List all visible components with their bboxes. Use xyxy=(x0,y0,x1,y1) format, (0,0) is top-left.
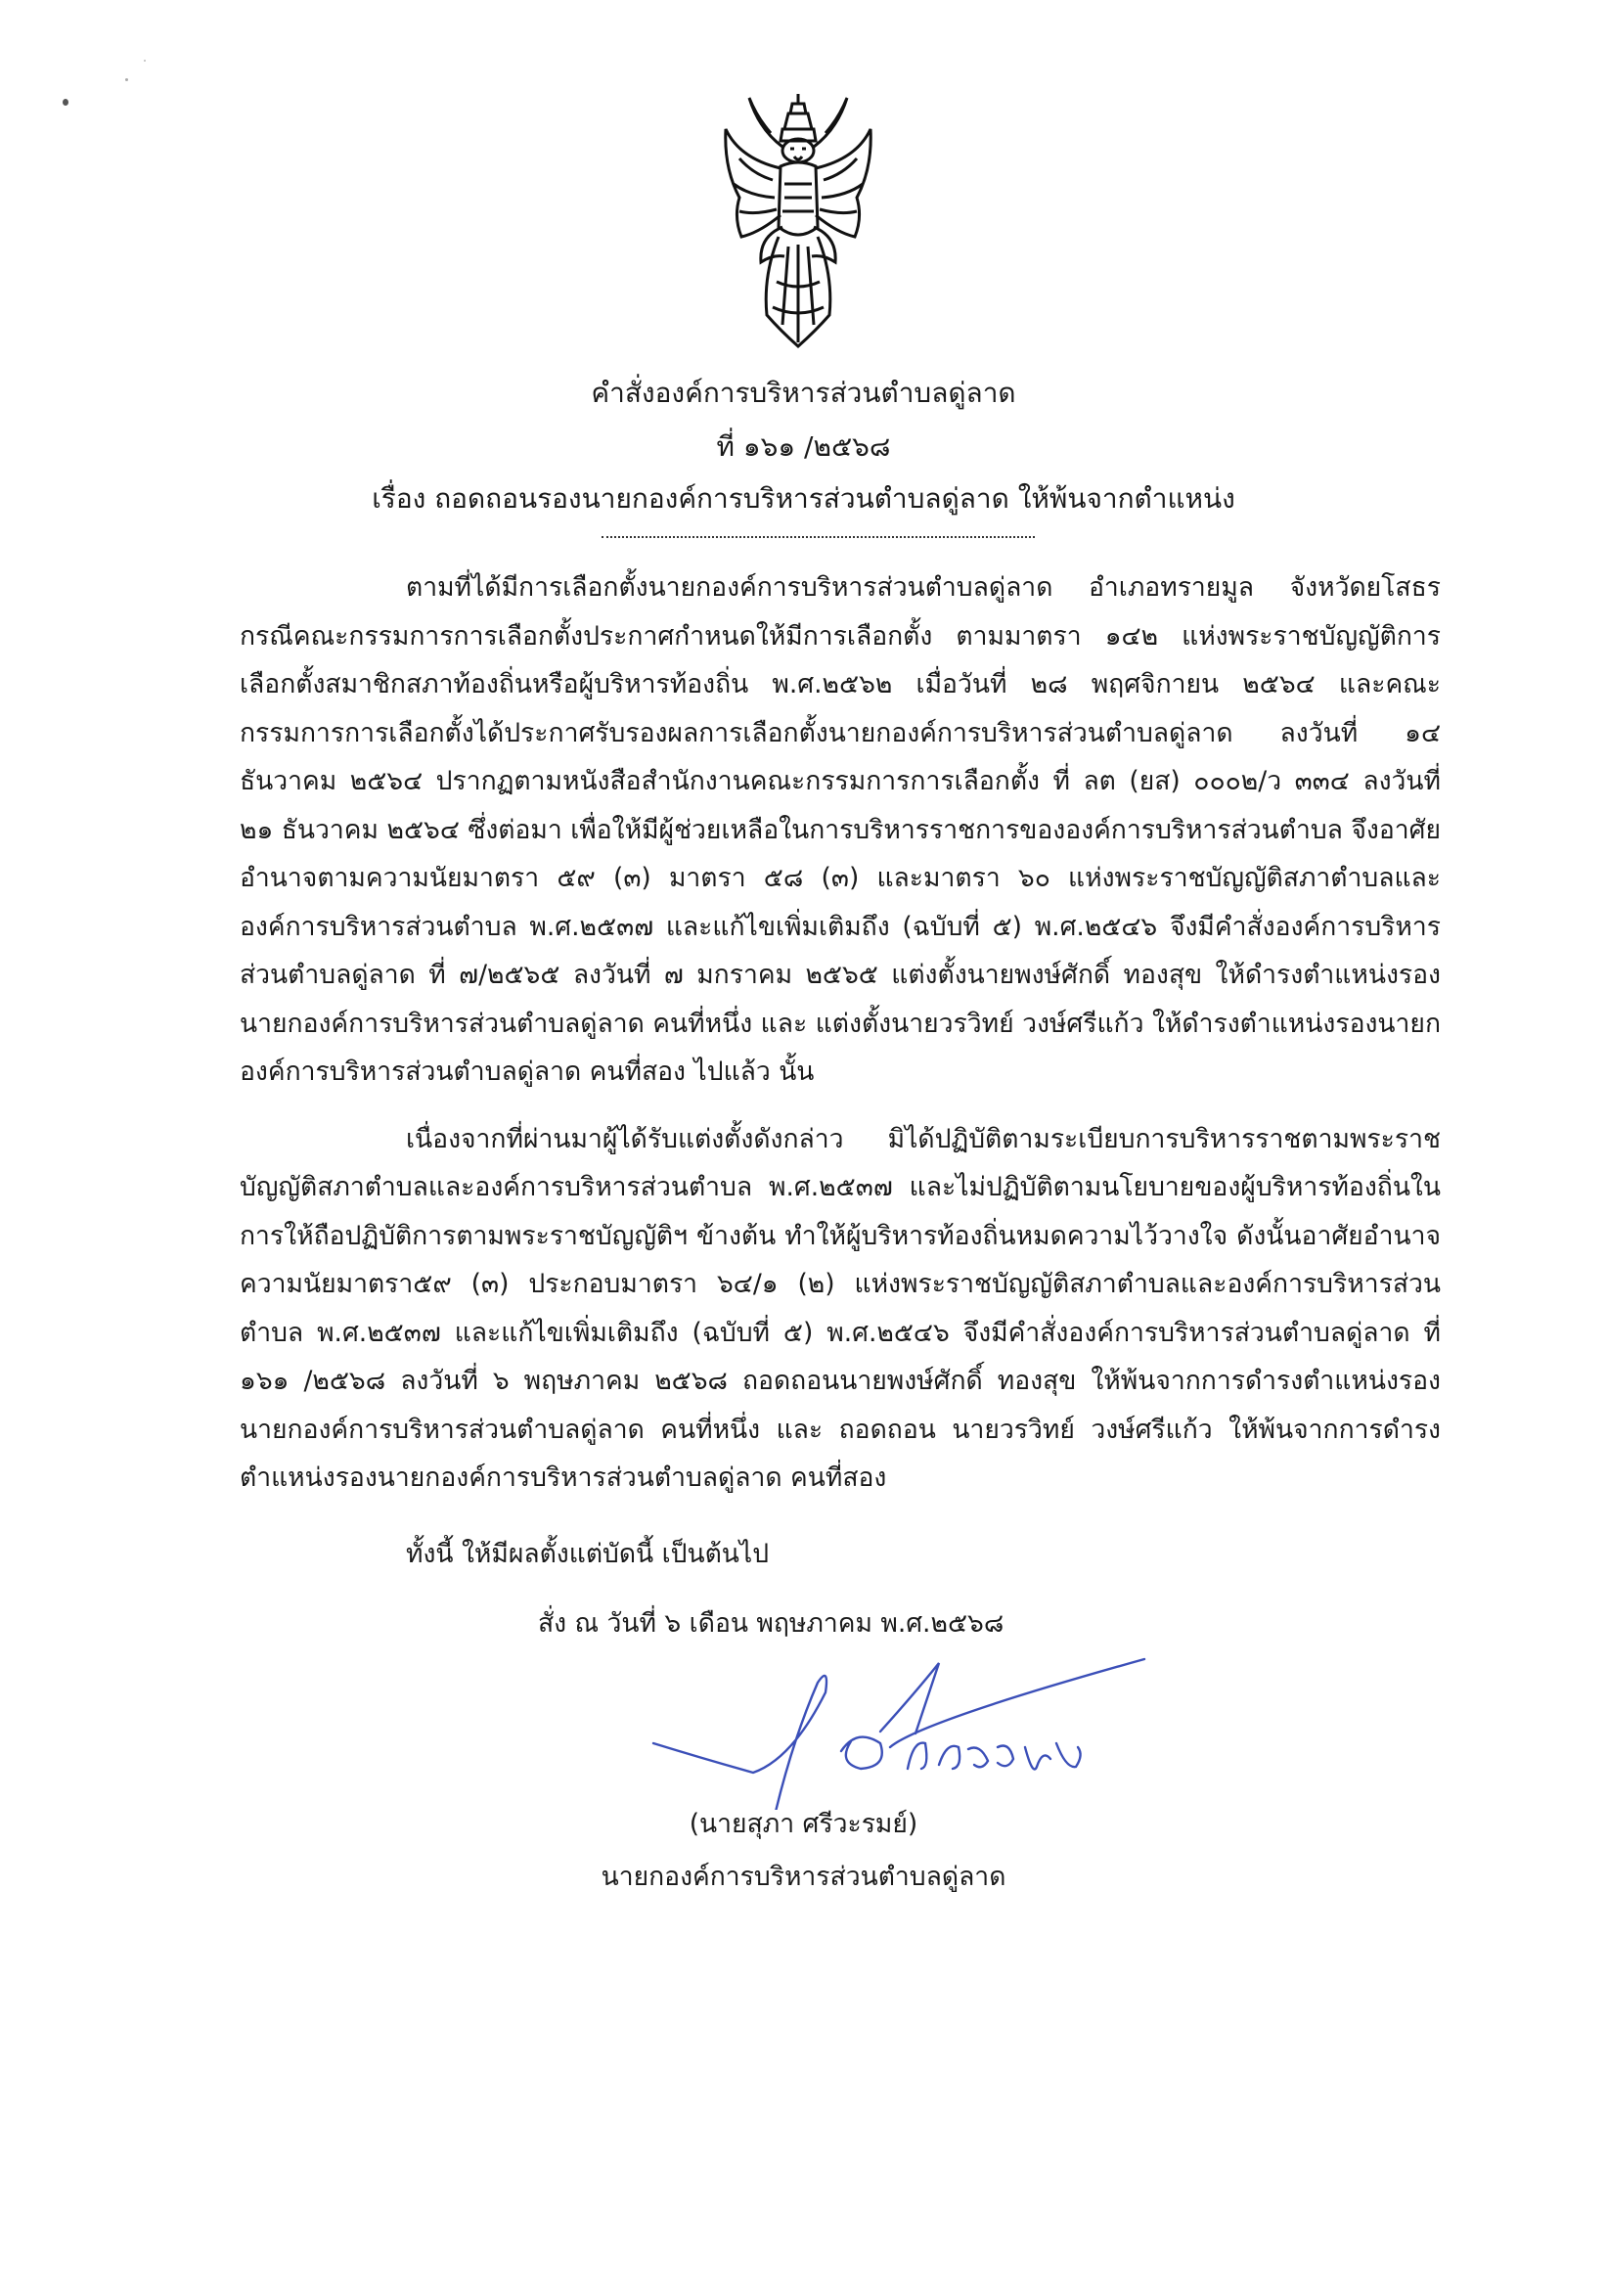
handwritten-signature xyxy=(646,1653,1154,1810)
order-number: ที่ ๑๖๑ /๒๕๖๘ xyxy=(716,430,891,463)
order-subject: เรื่อง ถอดถอนรองนายกองค์การบริหารส่วนตำบลดู่ลาด ให้พ้นจากตำแหน่ง xyxy=(372,482,1235,515)
paragraph-background: ตามที่ได้มีการเลือกตั้งนายกองค์การบริหารส่วนตำบลดู่ลาด อำเภอทรายมูล จังหวัดยโสธร กรณีคณะกรรมการการเลือกตั้งประกาศกำหนดให้มีการเลือกตั้ง ตามมาตรา ๑๔๒ แห่งพระราชบัญญัติการเลือกตั้งสมาชิกสภาท้องถิ่นหรือผู้บริหารท้องถิ่น พ.ศ.๒๕๖๒ เมื่อวันที่ ๒๘ พฤศจิกายน ๒๕๖๔ และคณะกรรมการการเลือกตั้งได้ประกาศรับรองผลการเลือกตั้งนายกองค์การบริหารส่วนตำบลดู่ลาด ลงวันที่ ๑๔ ธันวาคม ๒๕๖๔ ปรากฏตามหนังสือสำนักงานคณะกรรมการการเลือกตั้ง ที่ ลต (ยส) ๐๐๐๒/ว ๓๓๔ ลงวันที่ ๒๑ ธันวาคม ๒๕๖๔ ซึ่งต่อมา เพื่อให้มีผู้ช่วยเหลือในการบริหารราชการขององค์การบริหารส่วนตำบล จึงอาศัยอำนาจตามความนัยมาตรา ๕๙ (๓) มาตรา ๕๘ (๓) และมาตรา ๖๐ แห่งพระราชบัญญัติสภาตำบลและองค์การบริหารส่วนตำบล พ.ศ.๒๕๓๗ และแก้ไขเพิ่มเติมถึง (ฉบับที่ ๕) พ.ศ.๒๕๔๖ จึงมีคำสั่งองค์การบริหารส่วนตำบลดู่ลาด ที่ ๗/๒๕๖๕ ลงวันที่ ๗ มกราคม ๒๕๖๕ แต่งตั้งนายพงษ์ศักดิ์ ทองสุข ให้ดำรงตำแหน่งรองนายกองค์การบริหารส่วนตำบลดู่ลาด คนที่หนึ่ง และ แต่งตั้งนายวรวิทย์ วงษ์ศรีแก้ว ให้ดำรงตำแหน่งรองนายกองค์การบริหารส่วนตำบลดู่ลาด คนที่สอง ไปแล้ว นั้น xyxy=(240,572,1441,1087)
scan-speck xyxy=(63,99,68,106)
order-body xyxy=(240,563,1441,1521)
signatory-position: นายกองค์การบริหารส่วนตำบลดู่ลาด xyxy=(601,1862,1006,1892)
order-title: คำสั่งองค์การบริหารส่วนตำบลดู่ลาด xyxy=(591,377,1016,409)
scan-speck xyxy=(144,60,146,62)
paragraph-reason: เนื่องจากที่ผ่านมาผู้ได้รับแต่งตั้งดังกล่าว มิได้ปฏิบัติตามระเบียบการบริหารราชตามพระราชบัญญัติสภาตำบลและองค์การบริหารส่วนตำบล พ.ศ.๒๕๓๗ และไม่ปฏิบัติตามนโยบายของผู้บริหารท้องถิ่นในการให้ถือปฏิบัติการตามพระราชบัญญัติฯ ข้างต้น ทำให้ผู้บริหารท้องถิ่นหมดความไว้วางใจ ดังนั้นอาศัยอำนาจความนัยมาตรา๕๙ (๓) ประกอบมาตรา ๖๔/๑ (๒) แห่งพระราชบัญญัติสภาตำบลและองค์การบริหารส่วนตำบล พ.ศ.๒๕๓๗ และแก้ไขเพิ่มเติมถึง (ฉบับที่ ๕) พ.ศ.๒๕๔๖ จึงมีคำสั่งองค์การบริหารส่วนตำบลดู่ลาด ที่ ๑๖๑ /๒๕๖๘ ลงวันที่ ๖ พฤษภาคม ๒๕๖๘ ถอดถอนนายพงษ์ศักดิ์ ทองสุข ให้พ้นจากการดำรงตำแหน่งรองนายกองค์การบริหารส่วนตำบลดู่ลาด คนที่หนึ่ง และ ถอดถอน นายวรวิทย์ วงษ์ศรีแก้ว ให้พ้นจากการดำรงตำแหน่งรองนายกองค์การบริหารส่วนตำบลดู่ลาด คนที่สอง xyxy=(240,1123,1441,1493)
order-date: สั่ง ณ วันที่ ๖ เดือน พฤษภาคม พ.ศ.๒๕๖๘ xyxy=(538,1608,1004,1639)
effective-clause: ทั้งนี้ ให้มีผลตั้งแต่บัดนี้ เป็นต้นไป xyxy=(406,1539,770,1569)
dotted-divider xyxy=(602,536,1035,538)
garuda-emblem xyxy=(720,90,876,352)
scan-speck xyxy=(125,78,128,81)
signatory-name: (นายสุภา ศรีวะรมย์) xyxy=(689,1809,918,1839)
